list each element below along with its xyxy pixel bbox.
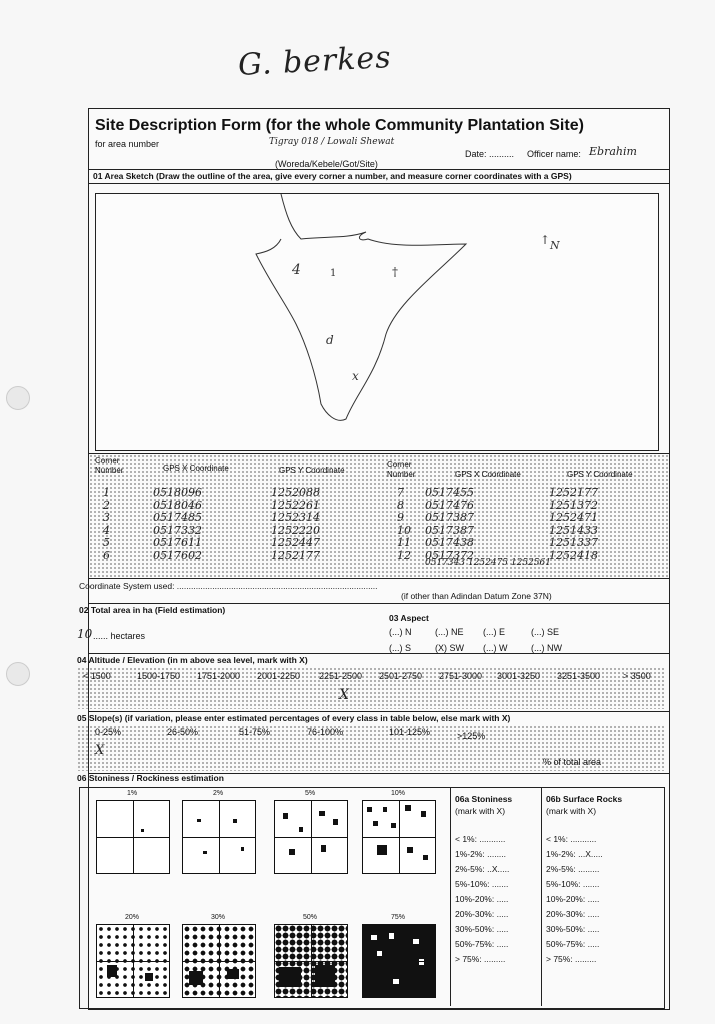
list-item[interactable]: < 1%: ........... [546,834,597,844]
table-row[interactable]: 3 0517485 1252314 [103,511,320,524]
grid-label: 2% [212,790,224,797]
aspect-s[interactable]: (...) S [389,643,411,653]
stone-grid-10pct [362,800,436,874]
coordinate-table [89,453,669,579]
stone-grid-20pct [96,924,170,998]
list-item[interactable]: 1%-2%: ........ [455,849,507,859]
altitude-option[interactable]: 3001-3250 [497,671,541,681]
altitude-options [77,667,665,709]
grid-label: 5% [304,790,316,797]
stone-grid-50pct [274,924,348,998]
officer-label: Officer name: [527,149,581,159]
altitude-option[interactable]: 2751-3000 [439,671,483,681]
coordinate-system-label[interactable]: Coordinate System used: ..................................................................................... [79,581,378,591]
aspect-n[interactable]: (...) N [389,627,412,637]
svg-text:1: 1 [330,268,337,279]
header-corner-number: Corner Number [95,456,124,475]
altitude-option[interactable]: 2251-2500 [319,671,363,681]
officer-value[interactable]: Ebrahim [589,145,637,158]
form-title: Site Description Form (for the whole Community Plantation Site) [95,117,584,134]
punch-hole [6,662,30,686]
table-row[interactable]: 2 0518046 1252261 [103,498,320,512]
total-area-unit: ...... hectares [93,631,146,641]
slope-option[interactable]: 76-100% [307,727,344,737]
stone-grid-5pct [274,800,348,874]
total-area-value[interactable]: 10 [77,627,93,641]
list-item[interactable]: 5%-10%: ....... [455,879,509,889]
svg-text:†: † [392,265,398,279]
table-row[interactable]: 12 0517372 1252418 [397,548,598,562]
aspect-w[interactable]: (...) W [483,643,508,653]
altitude-option[interactable]: > 3500 [623,671,651,681]
table-row[interactable]: 8 0517476 1251372 [397,498,598,512]
grid-label: 10% [390,790,405,797]
stoniness-list [455,832,509,967]
surface-rocks-title: 06b Surface Rocks [546,794,623,804]
table-row[interactable]: 7 0517455 1252177 [397,486,598,499]
table-row[interactable]: 6 0517602 1252177 [103,548,320,562]
header-gps-y-2: GPS Y Coordinate [567,470,633,479]
slope-option[interactable]: 26-50% [167,727,199,737]
grid-label: 50% [302,914,317,921]
list-item[interactable]: 50%-75%: ..... [455,939,509,949]
list-item[interactable]: > 75%: ......... [546,954,597,964]
table-row[interactable]: 1 0518096 1252088 [103,486,320,499]
altitude-option[interactable]: < 1500 [83,671,111,681]
list-item[interactable]: 5%-10%: ....... [546,879,600,889]
area-number-label: for area number [95,139,160,149]
header-gps-x: GPS X Coordinate [163,464,229,473]
table-row[interactable]: 9 0517387 1252471 [397,511,598,524]
slope-options [77,725,665,771]
grid-label: 75% [390,914,405,921]
slope-option[interactable]: 51-75% [239,727,271,737]
header-gps-y: GPS Y Coordinate [279,466,345,475]
list-item[interactable]: 20%-30%: ..... [455,909,509,919]
altitude-option[interactable]: 3251-3500 [557,671,601,681]
section-05-title: 05 Slope(s) (if variation, please enter estimated percentages of every class in table below, else mark with X) [77,713,511,723]
stoniness-panel [79,787,665,1009]
list-item[interactable]: < 1%: ........... [455,834,506,844]
area-sketch-drawing [96,194,658,450]
list-item[interactable]: 30%-50%: ..... [455,924,509,934]
list-item[interactable]: > 75%: ......... [455,954,506,964]
right-rows [397,486,598,561]
stone-grid-2pct [182,800,256,874]
stoniness-title: 06a Stoniness [455,794,513,804]
list-item[interactable]: 10%-20%: ..... [455,894,509,904]
list-item[interactable]: 10%-20%: ..... [546,894,600,904]
list-item[interactable]: 2%-5%: ..X..... [455,864,510,874]
aspect-ne[interactable]: (...) NE [435,627,464,637]
table-row[interactable]: 4 0517332 1252220 [103,523,320,537]
svg-text:x: x [352,369,359,383]
handwritten-header-note: G. berkes [237,40,393,83]
altitude-mark: X [339,687,349,703]
slope-option[interactable]: >125% [457,731,486,741]
altitude-option[interactable]: 2501-2750 [379,671,423,681]
section-03-title: 03 Aspect [389,613,429,623]
left-rows [103,486,320,561]
grid-label: 20% [124,914,139,921]
table-row[interactable]: 11 0517438 1251337 [397,536,598,549]
form-subheader: (Woreda/Kebele/Got/Site) [275,159,378,169]
svg-text:4: 4 [292,262,301,278]
svg-text:d: d [326,333,334,347]
header-corner-number-2: Corner Number [387,460,416,479]
grid-label: 30% [210,914,225,921]
altitude-option[interactable]: 1500-1750 [137,671,181,681]
stoniness-subtitle: (mark with X) [455,806,506,816]
surface-rocks-column [544,788,660,1006]
list-item[interactable]: 1%-2%: ...X..... [546,849,603,859]
section-04-title: 04 Altitude / Elevation (in m above sea level, mark with X) [77,655,308,665]
table-row[interactable]: 5 0517611 1252447 [103,536,320,549]
header-gps-x-2: GPS X Coordinate [455,470,521,479]
area-sketch-box[interactable] [95,193,659,451]
punch-hole [6,386,30,410]
aspect-sw[interactable]: (X) SW [435,643,464,653]
altitude-option[interactable]: 2001-2250 [257,671,301,681]
site-description-form [77,108,670,1010]
section-01-title: 01 Area Sketch (Draw the outline of the area, give every corner a number, and measure corner coordinates with a GPS) [93,171,572,181]
stone-grid-75pct [362,924,436,998]
svg-text:↑: ↑ [540,233,551,247]
slope-option[interactable]: 0-25% [95,727,122,737]
aspect-e[interactable]: (...) E [483,627,505,637]
stone-grid-1pct [96,800,170,874]
aspect-nw[interactable]: (...) NW [531,643,562,653]
section-06-title: 06 Stoniness / Rockiness estimation [77,773,224,783]
list-item[interactable]: 2%-5%: ......... [546,864,600,874]
section-02-title: 02 Total area in ha (Field estimation) [79,605,226,615]
coordinate-system-note: (if other than Adindan Datum Zone 37N) [401,591,552,601]
list-item[interactable]: 50%-75%: ..... [546,939,600,949]
aspect-se[interactable]: (...) SE [531,627,560,637]
slope-option[interactable]: 101-125% [389,727,431,737]
slope-mark: X [95,743,105,758]
surface-rocks-subtitle: (mark with X) [546,806,597,816]
list-item[interactable]: 30%-50%: ..... [546,924,600,934]
area-number-value[interactable]: Tigray 018 / Lowali Shewat [269,137,395,147]
slope-footer: % of total area [543,757,602,767]
surface-rocks-list [546,832,603,967]
grid-label: 1% [126,790,138,797]
table-row[interactable]: 10 0517387 1251433 [397,523,598,537]
altitude-option[interactable]: 1751-2000 [197,671,241,681]
stoniness-column [450,788,542,1006]
extra-coordinates: 0517343 1252475 1252561 [425,558,551,568]
date-label[interactable]: Date: .......... [465,149,515,159]
list-item[interactable]: 20%-30%: ..... [546,909,600,919]
north-arrow-label: N [550,239,560,252]
stone-grid-30pct [182,924,256,998]
